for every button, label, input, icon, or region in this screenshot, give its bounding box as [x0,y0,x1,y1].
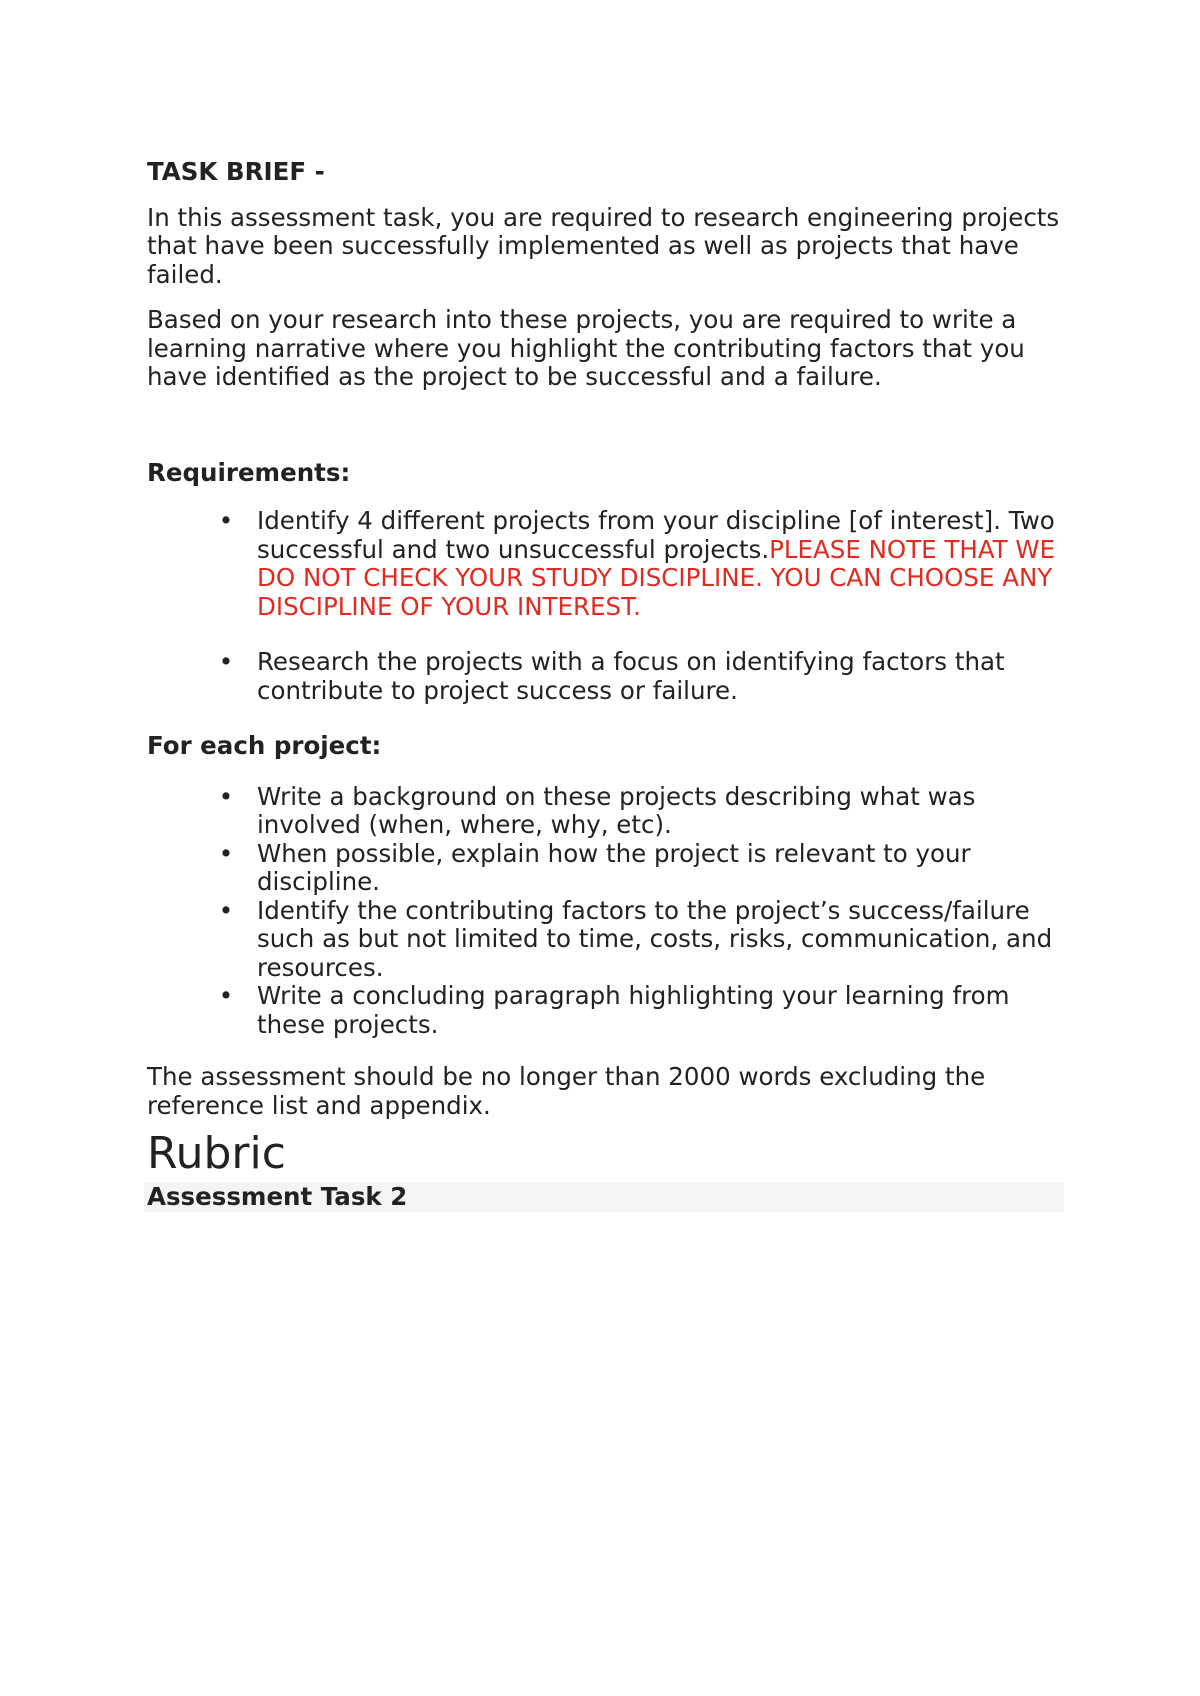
assessment-task-label: Assessment Task 2 [147,1182,408,1211]
list-item [147,507,1067,621]
task-brief-heading: TASK BRIEF - [147,157,325,186]
requirement-text: Research the projects with a focus on identifying factors that contribute to project success or failure. [257,647,1005,705]
word-limit-paragraph: The assessment should be no longer than 2000 words excluding the reference list and appendix. [147,1062,986,1120]
project-item-text: Identify the contributing factors to the project’s success/failure such as but not limited to time, costs, risks, communication, and resources. [257,895,1053,982]
requirement-text: Identify 4 different projects from your discipline [of interest]. Two successful and two unsuccessful projects. [257,506,1055,564]
project-list [147,783,1067,1040]
document-page [147,158,1067,1212]
assessment-task-bar [144,1182,1064,1212]
list-item [147,897,1067,983]
bullet-icon: • [218,838,234,868]
discipline-note: PLEASE NOTE THAT WE DO NOT CHECK YOUR STUDY DISCIPLINE. YOU CAN CHOOSE ANY DISCIPLINE OF YOUR INTEREST. [257,534,1056,621]
task-brief-paragraph-2: Based on your research into these projects, you are required to write a learning narrative where you highlight the contributing factors that you have identified as the project to be successful and a failure. [147,305,1025,391]
requirements-list [147,507,1067,705]
project-item-text: Write a concluding paragraph highlighting your learning from these projects. [257,981,1010,1039]
list-item [147,840,1067,897]
list-item [147,648,1067,705]
list-item [147,783,1067,840]
project-item-text: When possible, explain how the project is relevant to your discipline. [257,838,971,896]
project-item-text: Write a background on these projects describing what was involved (when, where, why, etc). [257,781,976,839]
bullet-icon: • [218,895,234,925]
task-brief-paragraph-1: In this assessment task, you are required to research engineering projects that have been successfully implemented as well as projects that have failed. [147,202,1060,289]
requirements-heading: Requirements: [147,457,351,487]
bullet-icon: • [218,781,234,811]
list-item [147,982,1067,1039]
bullet-icon: • [218,981,234,1010]
bullet-icon: • [218,647,234,676]
bullet-icon: • [218,506,234,535]
rubric-title: Rubric [147,1128,286,1179]
for-each-project-heading: For each project: [147,731,382,760]
